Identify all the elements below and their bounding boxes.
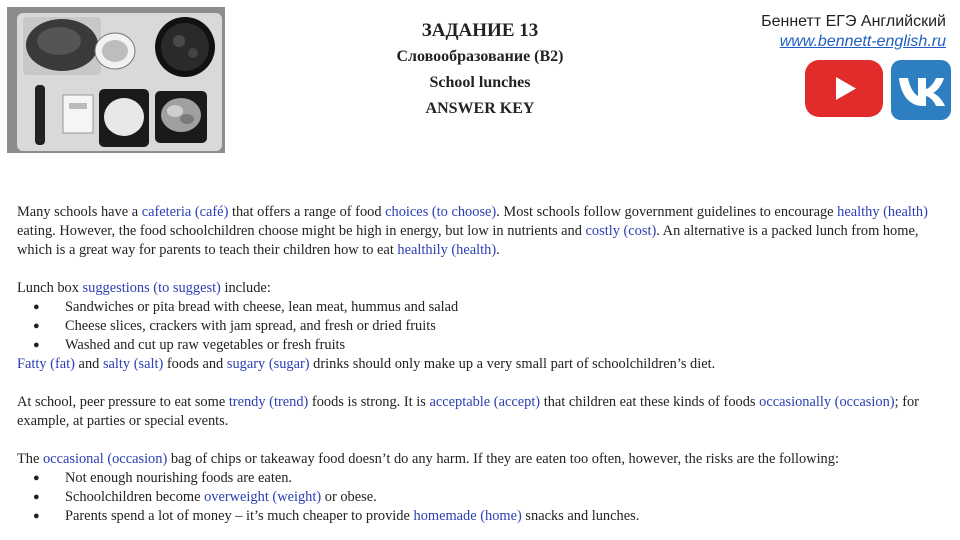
text-span: or obese. bbox=[321, 489, 377, 505]
text-span: and bbox=[74, 356, 103, 372]
text-span: . Most schools follow government guidelines to encourage bbox=[496, 204, 838, 220]
youtube-icon[interactable] bbox=[805, 60, 883, 117]
answer-highlight: trendy (trend) bbox=[228, 394, 309, 410]
text-span: Schoolchildren become bbox=[65, 489, 205, 505]
topic-title: School lunches bbox=[429, 74, 531, 91]
text-span: that children eat these kinds of foods bbox=[540, 394, 760, 410]
text-span: The bbox=[17, 451, 43, 467]
text-span: Parents spend a lot of money – it’s much cheaper to provide bbox=[65, 508, 414, 524]
text-span: Lunch box bbox=[17, 280, 83, 296]
list-item: ● Washed and cut up raw vegetables or fresh fruits bbox=[17, 336, 937, 355]
answer-highlight: Fatty (fat) bbox=[17, 356, 75, 372]
list-item: ● Sandwiches or pita bread with cheese, lean meat, hummus and salad bbox=[17, 298, 937, 317]
list-item bbox=[17, 507, 937, 526]
text-span: drinks should only make up a very small part of schoolchildren’s diet. bbox=[309, 356, 716, 372]
lunch-tray-photo bbox=[7, 7, 225, 153]
task-subtitle: Словообразование (B2) bbox=[396, 48, 564, 65]
lunch-box-list bbox=[17, 298, 937, 355]
list-item bbox=[17, 488, 937, 507]
paragraph-3 bbox=[17, 355, 937, 374]
brand-name: Беннетт ЕГЭ Английский bbox=[761, 13, 946, 30]
list-item: ● Cheese slices, crackers with jam spread, and fresh or dried fruits bbox=[17, 317, 937, 336]
text-span: Many schools have a bbox=[17, 204, 142, 220]
answer-highlight: occasionally (occasion) bbox=[759, 394, 895, 410]
list-item bbox=[17, 469, 937, 488]
lunch-tray-illustration bbox=[7, 7, 225, 153]
answer-highlight: costly (cost) bbox=[585, 223, 657, 239]
answer-highlight: occasional (occasion) bbox=[42, 451, 168, 467]
text-span: that offers a range of food bbox=[228, 204, 386, 220]
brand-block bbox=[690, 12, 946, 52]
answer-highlight: sugary (sugar) bbox=[226, 356, 310, 372]
answer-highlight: cafeteria (café) bbox=[141, 204, 229, 220]
answer-highlight: overweight (weight) bbox=[204, 489, 322, 505]
text-span: . An alternative is a packed lunch from home, which is a great way for parents to teach their children how to eat bbox=[17, 223, 919, 258]
vk-icon[interactable] bbox=[891, 60, 951, 120]
paragraph-4 bbox=[17, 393, 937, 431]
text-span: foods and bbox=[163, 356, 227, 372]
answer-highlight: homemade (home) bbox=[413, 508, 522, 524]
answer-highlight: healthily (health) bbox=[397, 242, 497, 258]
brand-url-link[interactable]: www.bennett-english.ru bbox=[779, 33, 946, 50]
risks-list bbox=[17, 469, 937, 526]
answer-highlight: suggestions (to suggest) bbox=[82, 280, 221, 296]
heading-block bbox=[340, 18, 620, 122]
text-span: ; for example, at parties or special events. bbox=[17, 394, 919, 429]
answer-highlight: salty (salt) bbox=[102, 356, 164, 372]
text-span: bag of chips or takeaway food doesn’t do any harm. If they are eaten too often, however, the risks are the following: bbox=[167, 451, 839, 467]
paragraph-2 bbox=[17, 279, 937, 298]
task-title: ЗАДАНИЕ 13 bbox=[421, 20, 539, 41]
answer-highlight: choices (to choose) bbox=[385, 204, 497, 220]
paragraph-5 bbox=[17, 450, 937, 469]
text-span: snacks and lunches. bbox=[521, 508, 640, 524]
answer-key-text bbox=[17, 203, 937, 526]
text-span: . bbox=[496, 242, 500, 258]
text-span: At school, peer pressure to eat some bbox=[17, 394, 229, 410]
text-span: eating. However, the food schoolchildren choose might be high in energy, but low in nutrients and bbox=[17, 223, 586, 239]
answer-key-label: ANSWER KEY bbox=[425, 100, 535, 117]
answer-highlight: acceptable (accept) bbox=[429, 394, 541, 410]
text-span: Not enough nourishing foods are eaten. bbox=[65, 470, 292, 486]
text-span: foods is strong. It is bbox=[308, 394, 430, 410]
paragraph-1 bbox=[17, 203, 937, 260]
text-span: include: bbox=[220, 280, 271, 296]
answer-highlight: healthy (health) bbox=[837, 204, 928, 220]
